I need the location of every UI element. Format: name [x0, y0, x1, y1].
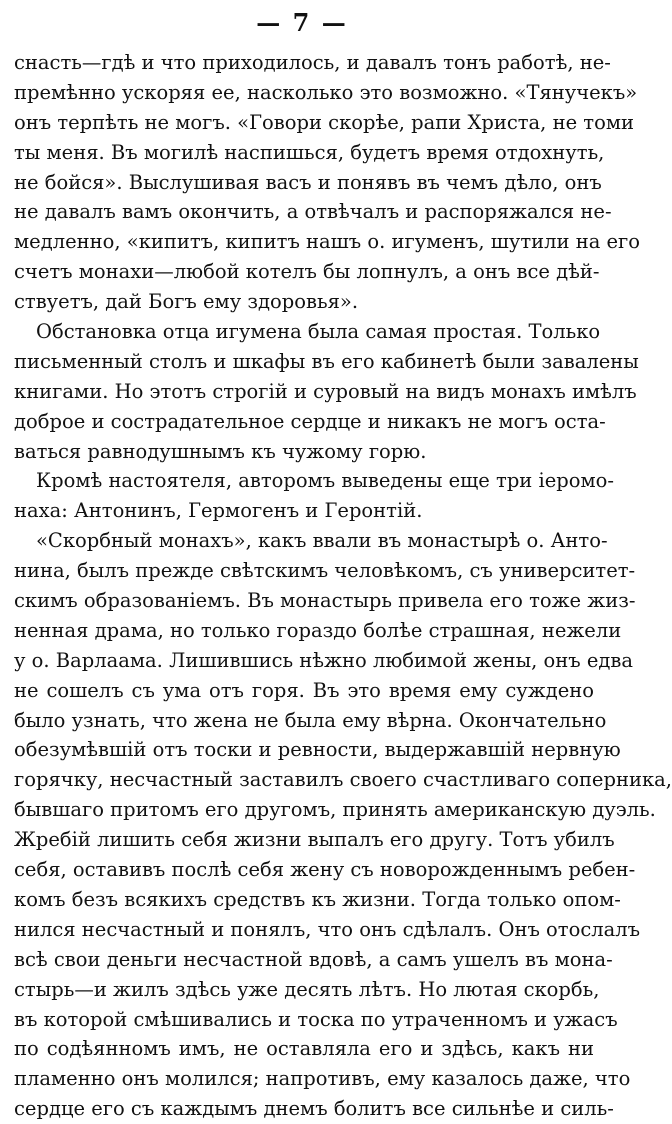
text-line: снасть—гдѣ и что приходилось, и давалъ тонъ работѣ, не-: [14, 51, 611, 74]
text-line: горячку, несчастный заставилъ своего счастливаго соперника,: [14, 768, 672, 792]
text-line: Жребій лишить себя жизни выпалъ его другу. Тотъ убилъ: [14, 828, 615, 852]
page-number: — 7 —: [256, 8, 348, 37]
text-line: сердце его съ каждымъ днемъ болитъ все сильнѣе и силь-: [14, 1097, 614, 1121]
text-line: нина, былъ прежде свѣтскимъ человѣкомъ, съ университет-: [14, 559, 636, 583]
text-line: Кромѣ настоятеля, авторомъ выведены еще три іеромо-: [36, 469, 615, 493]
text-line: книгами. Но этотъ строгій и суровый на видъ монахъ имѣлъ: [14, 379, 637, 403]
text-line: по содѣянномъ имъ, не оставляла его и здѣсь, какъ ни: [14, 1037, 594, 1061]
text-line: пламенно онъ молился; напротивъ, ему казалось даже, что: [14, 1067, 631, 1091]
text-line: ствуетъ, дай Богъ ему здоровья».: [14, 290, 359, 314]
text-line: скимъ образованіемъ. Въ монастырь привела его тоже жиз-: [14, 589, 636, 613]
text-line: медленно, «кипитъ, кипитъ нашъ о. игуменъ, шутили на его: [14, 230, 641, 254]
text-line: обезумѣвшій отъ тоски и ревности, выдержавшій нервную: [14, 738, 621, 762]
text-line: въ которой смѣшивались и тоска по утраченномъ и ужасъ: [14, 1007, 618, 1031]
text-line: ваться равнодушнымъ къ чужому горю.: [14, 439, 427, 463]
text-line: Обстановка отца игумена была самая простая. Только: [36, 320, 601, 344]
text-line: было узнать, что жена не была ему вѣрна. Окончательно: [14, 708, 607, 732]
text-line: комъ безъ всякихъ средствъ къ жизни. Тогда только опом-: [14, 887, 621, 911]
text-line: не сошелъ съ ума отъ горя. Въ это время ему суждено: [14, 678, 594, 702]
text-line: наха: Антонинъ, Гермогенъ и Геронтій.: [14, 499, 423, 523]
text-line: доброе и сострадательное сердце и никакъ не могъ оста-: [14, 409, 606, 433]
text-line: стырь—и жилъ здѣсь уже десять лѣтъ. Но лютая скорбь,: [14, 977, 600, 1001]
text-line: у о. Варлаама. Лишившись нѣжно любимой жены, онъ едва: [14, 648, 634, 672]
page-body-text: [14, 48, 672, 1124]
text-line: онъ терпѣть не могъ. «Говори скорѣе, рапи Христа, не томи: [14, 110, 635, 134]
text-line: бывшаго притомъ его другомъ, принять американскую дуэль.: [14, 798, 656, 822]
text-line: не давалъ вамъ окончить, а отвѣчалъ и распоряжался не-: [14, 200, 612, 224]
text-line: «Скорбный монахъ», какъ ввали въ монастырѣ о. Анто-: [36, 529, 608, 553]
text-line: себя, оставивъ послѣ себя жену съ новорожденнымъ ребен-: [14, 858, 636, 882]
text-line: счетъ монахи—любой котелъ бы лопнулъ, а онъ все дѣй-: [14, 260, 600, 284]
text-line: нился несчастный и понялъ, что онъ сдѣлалъ. Онъ отослалъ: [14, 917, 641, 941]
text-line: письменный столъ и шкафы въ его кабинетѣ были завалены: [14, 349, 639, 373]
text-line: премѣнно ускоряя ее, насколько это возможно. «Тянучекъ»: [14, 80, 638, 104]
text-line: всѣ свои деньги несчастной вдовѣ, а самъ ушелъ въ мона-: [14, 947, 613, 971]
text-line: не бойся». Выслушивая васъ и понявъ въ чемъ дѣло, онъ: [14, 170, 602, 194]
text-line: ненная драма, но только гораздо болѣе страшная, нежели: [14, 618, 622, 642]
text-line: ты меня. Въ могилѣ наспишься, будетъ время отдохнуть,: [14, 140, 605, 164]
